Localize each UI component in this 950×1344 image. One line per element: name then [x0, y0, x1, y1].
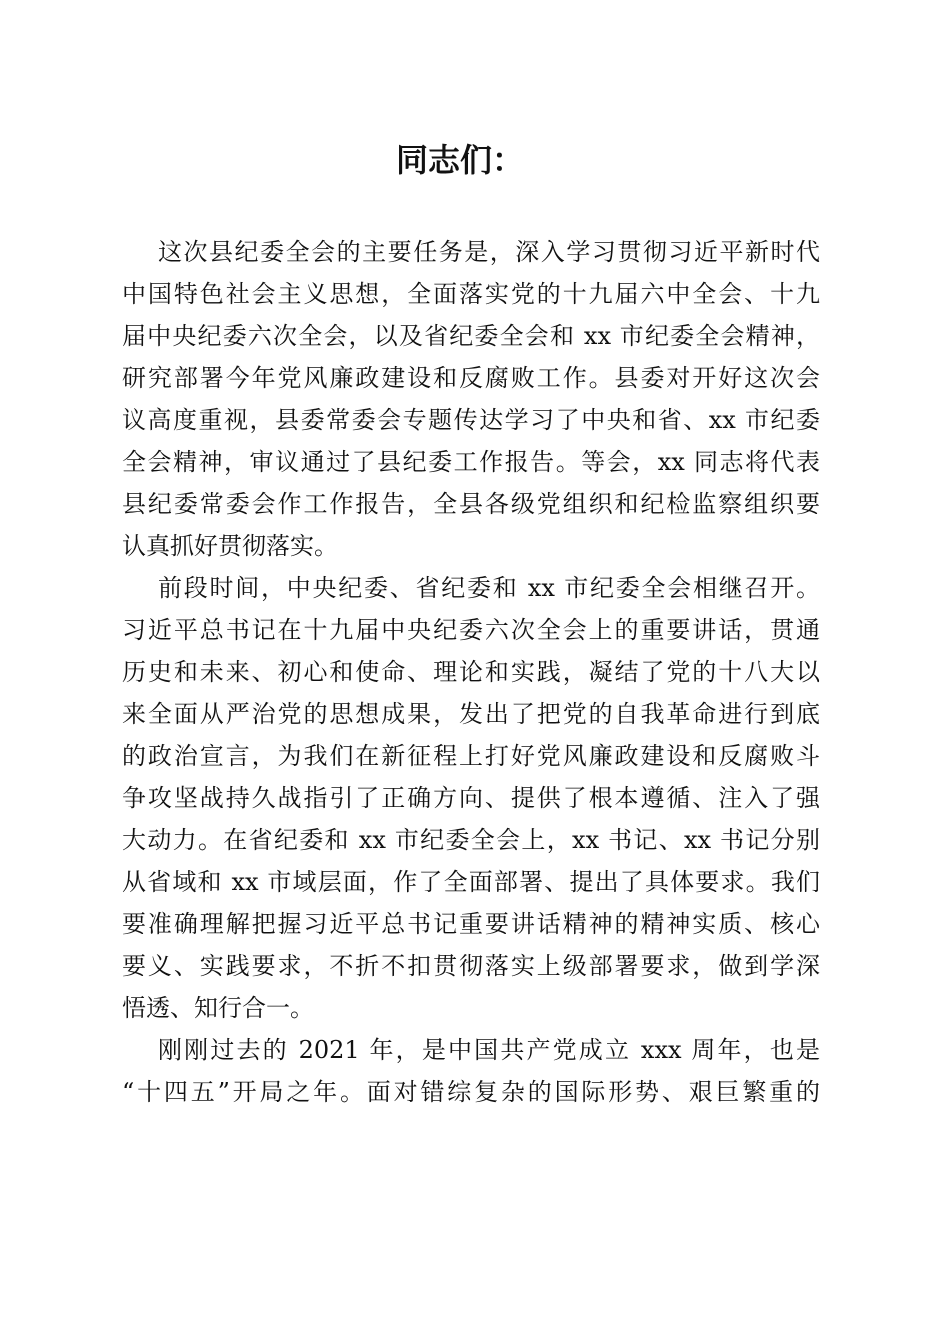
- paragraph-line: 届中央纪委六次全会，以及省纪委全会和 xx 市纪委全会精神，: [122, 322, 820, 350]
- paragraph-line: 要义、实践要求，不折不扣贯彻落实上级部署要求，做到学深: [122, 952, 820, 980]
- paragraph-line: 历史和未来、初心和使命、理论和实践，凝结了党的十八大以: [122, 658, 820, 686]
- paragraph-line: 要准确理解把握习近平总书记重要讲话精神的精神实质、核心: [122, 910, 820, 938]
- paragraph: [122, 231, 820, 567]
- paragraph-line: 刚刚过去的 2021 年，是中国共产党成立 xxx 周年，也是: [158, 1036, 820, 1064]
- paragraph-line: 县纪委常委会作工作报告，全县各级党组织和纪检监察组织要: [122, 490, 820, 518]
- paragraph-line: 习近平总书记在十九届中央纪委六次全会上的重要讲话，贯通: [122, 616, 820, 644]
- paragraph-line: 议高度重视，县委常委会专题传达学习了中央和省、xx 市纪委: [122, 406, 820, 434]
- document-body: [122, 231, 820, 1113]
- paragraph-line: 中国特色社会主义思想，全面落实党的十九届六中全会、十九: [122, 280, 820, 308]
- paragraph: [122, 567, 820, 1029]
- paragraph-line: 研究部署今年党风廉政建设和反腐败工作。县委对开好这次会: [122, 364, 820, 392]
- paragraph-line: 争攻坚战持久战指引了正确方向、提供了根本遵循、注入了强: [122, 784, 820, 812]
- paragraph-line: 从省域和 xx 市域层面，作了全面部署、提出了具体要求。我们: [122, 868, 820, 896]
- paragraph-line: 认真抓好贯彻落实。: [122, 532, 338, 560]
- paragraph-line: 大动力。在省纪委和 xx 市纪委全会上，xx 书记、xx 书记分别: [122, 826, 820, 854]
- paragraph-line: “十四五”开局之年。面对错综复杂的国际形势、艰巨繁重的: [122, 1078, 820, 1106]
- paragraph: [122, 1029, 820, 1113]
- paragraph-line: 来全面从严治党的思想成果，发出了把党的自我革命进行到底: [122, 700, 820, 728]
- paragraph-line: 这次县纪委全会的主要任务是，深入学习贯彻习近平新时代: [158, 238, 820, 266]
- paragraph-line: 悟透、知行合一。: [122, 994, 314, 1022]
- paragraph-line: 前段时间，中央纪委、省纪委和 xx 市纪委全会相继召开。: [158, 574, 820, 602]
- page-title: 同志们：: [395, 141, 524, 179]
- paragraph-line: 的政治宣言，为我们在新征程上打好党风廉政建设和反腐败斗: [122, 742, 820, 770]
- paragraph-line: 全会精神，审议通过了县纪委工作报告。等会，xx 同志将代表: [122, 448, 820, 476]
